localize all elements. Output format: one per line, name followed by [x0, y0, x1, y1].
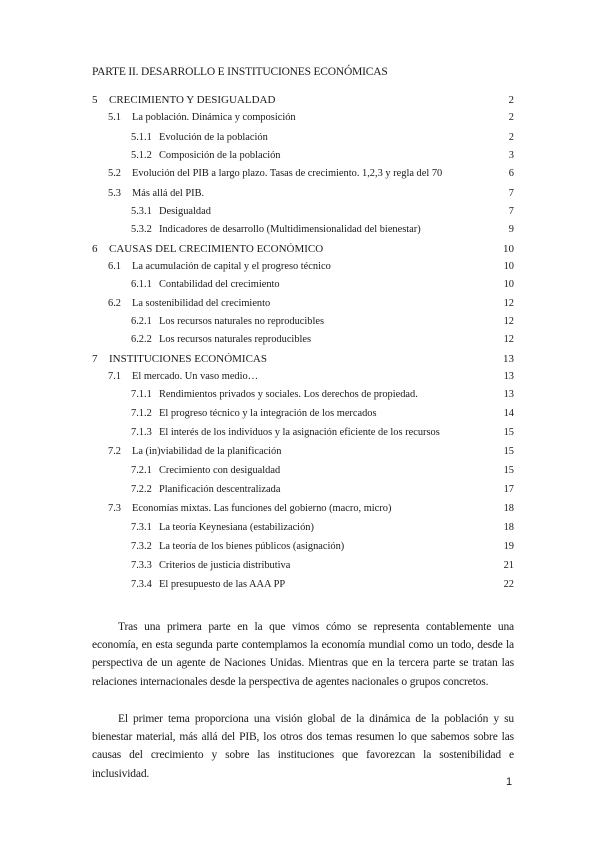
toc-entry[interactable]: [131, 279, 514, 297]
toc-entry-page: 2: [508, 112, 514, 123]
toc-entry-number: 5.2: [108, 168, 121, 179]
toc-entry[interactable]: [131, 579, 514, 597]
toc-entry[interactable]: [108, 168, 514, 186]
toc-entry-title: La (in)viabilidad de la planificación: [132, 446, 282, 457]
toc-entry[interactable]: [108, 371, 514, 389]
page-title: PARTE II. DESARROLLO E INSTITUCIONES ECONÓMICAS: [92, 66, 388, 78]
toc-entry[interactable]: [131, 465, 514, 483]
toc-entry-title: Desigualdad: [159, 206, 211, 217]
toc-entry-title: Criterios de justicia distributiva: [159, 560, 291, 571]
toc-entry[interactable]: [131, 484, 514, 502]
toc-entry-page: 13: [503, 353, 514, 365]
toc-entry-number: 5: [92, 94, 98, 106]
toc-entry-number: 7.3.1: [131, 522, 152, 533]
toc-entry-number: 5.1: [108, 112, 121, 123]
toc-entry-page: 13: [503, 371, 514, 382]
toc-entry[interactable]: [131, 408, 514, 426]
toc-entry-number: 7.1.3: [131, 427, 152, 438]
toc-entry-number: 7.2: [108, 446, 121, 457]
toc-entry[interactable]: [131, 334, 514, 352]
toc-entry-title: La acumulación de capital y el progreso técnico: [132, 261, 331, 272]
toc-entry-title: La teoría Keynesiana (estabilización): [159, 522, 314, 533]
toc-entry-title: Planificación descentralizada: [159, 484, 281, 495]
toc-entry-title: CRECIMIENTO Y DESIGUALDAD: [109, 94, 276, 106]
intro-paragraph-2: El primer tema proporciona una visión global de la dinámica de la población y su bienestar material, más allá del PIB, los otros dos temas resumen lo que sabemos sobre las causas del crecimiento y sobre las instituciones que favorezcan la sostenibilidad e inclusividad.: [92, 713, 514, 780]
toc-entry-title: El interés de los individuos y la asignación eficiente de los recursos: [159, 427, 440, 438]
toc-entry-title: INSTITUCIONES ECONÓMICAS: [109, 353, 267, 365]
toc-entry-title: Contabilidad del crecimiento: [159, 279, 280, 290]
toc-entry-page: 10: [503, 243, 514, 255]
toc-entry-number: 7.1.2: [131, 408, 152, 419]
intro-paragraph-1: Tras una primera parte en la que vimos cómo se representa contablemente una economía, en esta segunda parte contemplamos la economía mundial como un todo, desde la perspectiva de un agente de Naciones Unidas. Mientras que en la tercera parte se tratan las relaciones internacionales desde la perspectiva de agentes nacionales o grupos concretos.: [92, 621, 514, 688]
toc-entry[interactable]: [131, 560, 514, 578]
toc-entry-title: La teoría de los bienes públicos (asignación): [159, 541, 345, 552]
toc-entry[interactable]: [92, 353, 514, 371]
toc-entry-title: El presupuesto de las AAA PP: [159, 579, 286, 590]
toc-entry-page: 7: [508, 188, 514, 199]
toc-entry-title: El progreso técnico y la integración de los mercados: [159, 408, 377, 419]
toc-entry-title: Composición de la población: [159, 150, 281, 161]
toc-entry[interactable]: [131, 206, 514, 224]
toc-entry[interactable]: [131, 541, 514, 559]
toc-entry-number: 7.3: [108, 503, 121, 514]
toc-entry-page: 14: [503, 408, 514, 419]
toc-entry-number: 6.1: [108, 261, 121, 272]
toc-entry-number: 5.1.1: [131, 132, 152, 143]
toc-entry-number: 5.3.2: [131, 224, 152, 235]
toc-entry-title: La población. Dinámica y composición: [132, 112, 296, 123]
toc-entry-page: 15: [503, 446, 514, 457]
toc-entry[interactable]: [131, 224, 514, 242]
toc-entry-number: 7.3.2: [131, 541, 152, 552]
toc-entry-number: 6.2.1: [131, 316, 152, 327]
toc-entry-number: 6.2: [108, 298, 121, 309]
toc-entry-number: 7.2.2: [131, 484, 152, 495]
toc-entry-page: 21: [503, 560, 514, 571]
toc-entry[interactable]: [92, 94, 514, 112]
toc-entry-page: 12: [503, 316, 514, 327]
page-number: 1: [506, 776, 513, 788]
toc-entry-title: Evolución del PIB a largo plazo. Tasas de crecimiento. 1,2,3 y regla del 70: [132, 168, 443, 179]
toc-entry-title: El mercado. Un vaso medio…: [132, 371, 259, 382]
toc-entry-page: 9: [508, 224, 514, 235]
toc-entry-page: 2: [508, 132, 514, 143]
toc-entry-number: 7.3.4: [131, 579, 152, 590]
toc-entry-page: 15: [503, 465, 514, 476]
toc-entry[interactable]: [131, 522, 514, 540]
toc-entry-page: 17: [503, 484, 514, 495]
toc-entry-page: 18: [503, 522, 514, 533]
toc-entry[interactable]: [108, 298, 514, 316]
toc-entry-number: 7.1: [108, 371, 121, 382]
toc-entry[interactable]: [108, 503, 514, 521]
toc-entry-number: 7: [92, 353, 98, 365]
toc-entry-page: 10: [503, 279, 514, 290]
toc-entry-page: 22: [503, 579, 514, 590]
toc-entry-number: 7.2.1: [131, 465, 152, 476]
toc-entry-number: 5.3.1: [131, 206, 152, 217]
toc-entry[interactable]: [131, 427, 514, 445]
toc-entry-title: Economías mixtas. Las funciones del gobierno (macro, micro): [132, 503, 392, 514]
toc-entry-page: 19: [503, 541, 514, 552]
toc-entry[interactable]: [108, 261, 514, 279]
toc-entry[interactable]: [131, 316, 514, 334]
toc-entry-number: 6: [92, 243, 98, 255]
toc-entry-title: Crecimiento con desigualdad: [159, 465, 281, 476]
toc-entry[interactable]: [108, 188, 514, 206]
toc-entry[interactable]: [108, 112, 514, 130]
toc-entry[interactable]: [131, 389, 514, 407]
toc-entry[interactable]: [108, 446, 514, 464]
toc-entry-title: Los recursos naturales no reproducibles: [159, 316, 325, 327]
toc-entry-title: CAUSAS DEL CRECIMIENTO ECONÓMICO: [109, 243, 324, 255]
toc-entry-page: 3: [508, 150, 514, 161]
toc-entry-title: Más allá del PIB.: [132, 188, 205, 199]
toc-entry-number: 7.1.1: [131, 389, 152, 400]
toc-entry-page: 15: [503, 427, 514, 438]
toc-entry-page: 18: [503, 503, 514, 514]
toc-entry-title: Evolución de la población: [159, 132, 268, 143]
toc-entry-page: 12: [503, 298, 514, 309]
toc-entry-number: 6.2.2: [131, 334, 152, 345]
toc-entry-title: Indicadores de desarrollo (Multidimensionalidad del bienestar): [159, 224, 421, 235]
toc-entry-page: 13: [503, 389, 514, 400]
toc-entry-page: 10: [503, 261, 514, 272]
toc-entry-page: 12: [503, 334, 514, 345]
toc-entry[interactable]: [131, 132, 514, 150]
toc-entry-page: 2: [508, 94, 514, 106]
toc-entry-number: 6.1.1: [131, 279, 152, 290]
toc-entry[interactable]: [92, 243, 514, 261]
toc-entry-number: 5.3: [108, 188, 121, 199]
toc-entry-page: 7: [508, 206, 514, 217]
toc-entry[interactable]: [131, 150, 514, 168]
toc-entry-title: La sostenibilidad del crecimiento: [132, 298, 271, 309]
toc-entry-number: 7.3.3: [131, 560, 152, 571]
toc-entry-title: Los recursos naturales reproducibles: [159, 334, 312, 345]
toc-entry-title: Rendimientos privados y sociales. Los derechos de propiedad.: [159, 389, 418, 400]
toc-entry-page: 6: [508, 168, 514, 179]
toc-entry-number: 5.1.2: [131, 150, 152, 161]
